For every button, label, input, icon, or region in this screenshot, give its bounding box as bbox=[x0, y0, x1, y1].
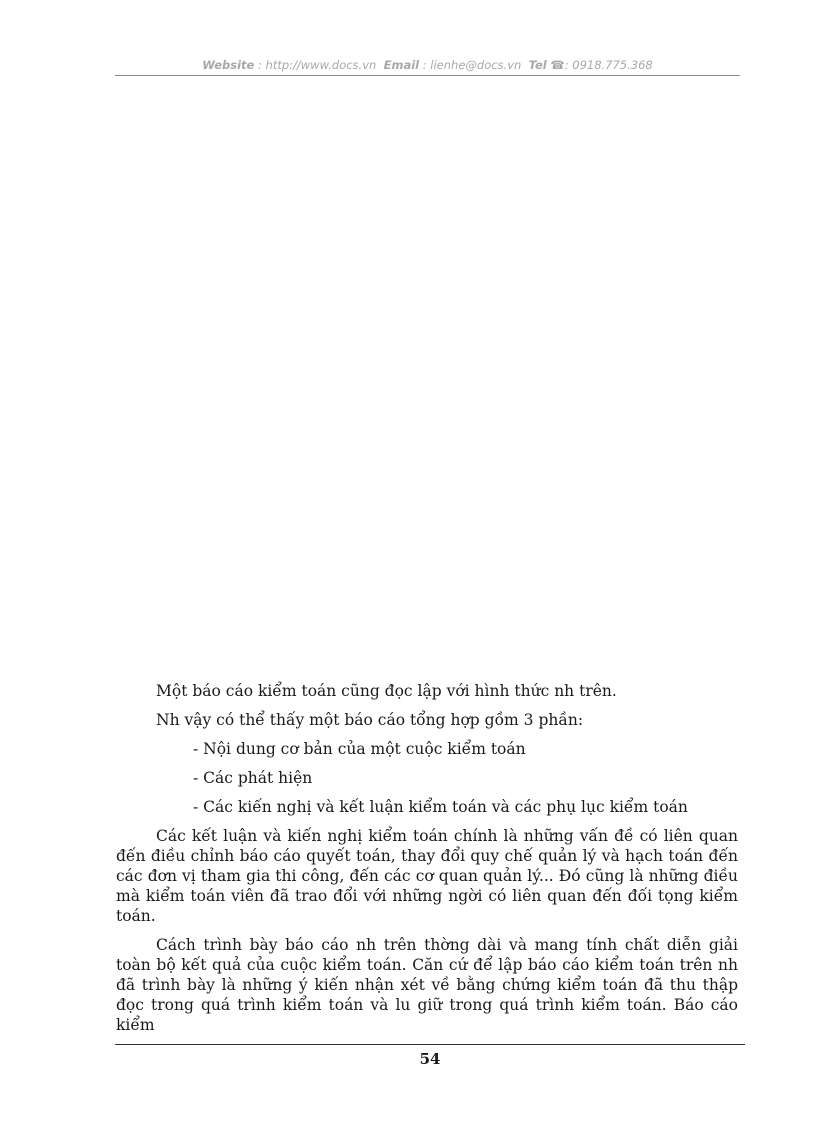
page-header bbox=[115, 56, 740, 74]
paragraph-1: Một báo cáo kiểm toán cũng đọc lập với hình thức nh trên. bbox=[156, 682, 617, 700]
website-value: : http://www.docs.vn bbox=[258, 58, 377, 72]
page-number: 54 bbox=[419, 1050, 441, 1068]
tel-value: : 0918.775.368 bbox=[564, 58, 653, 72]
bullet-item-2: - Các phát hiện bbox=[193, 769, 313, 787]
footer-rule bbox=[115, 1044, 745, 1045]
bullet-item-3: - Các kiến nghị và kết luận kiểm toán và các phụ lục kiểm toán bbox=[193, 798, 688, 816]
website-label: Website bbox=[202, 58, 255, 72]
bullet-item-1: - Nội dung cơ bản của một cuộc kiểm toán bbox=[193, 740, 526, 758]
document-body bbox=[116, 681, 738, 1035]
header-rule bbox=[115, 75, 740, 76]
paragraph-2: Nh vậy có thể thấy một báo cáo tổng hợp gồm 3 phần: bbox=[156, 711, 584, 729]
paragraph-3: Các kết luận và kiến nghị kiểm toán chính là những vấn đề có liên quan đến điều chỉnh báo cáo quyết toán, thay đổi quy chế quản lý và hạch toán đến các đơn vị tham gia thi công, đến các cơ quan quản lý... Đó cũng là những điều mà kiểm toán viên đã trao đổi với những ngời có liên quan đến đối tọng kiểm toán. bbox=[116, 827, 738, 925]
phone-icon: ☎ bbox=[550, 58, 565, 72]
paragraph-4: Cách trình bày báo cáo nh trên thờng dài và mang tính chất diễn giải toàn bộ kết quả của cuộc kiểm toán. Căn cứ để lập báo cáo kiểm toán trên nh đã trình bày là những ý kiến nhận xét về bằng chứng kiểm toán đã thu thập đọc trong quá trình kiểm toán và lu giữ trong quá trình kiểm toán. Báo cáo kiểm bbox=[116, 936, 738, 1034]
tel-label: Tel bbox=[528, 58, 547, 72]
email-label: Email bbox=[383, 58, 420, 72]
email-value: : lienhe@docs.vn bbox=[422, 58, 522, 72]
